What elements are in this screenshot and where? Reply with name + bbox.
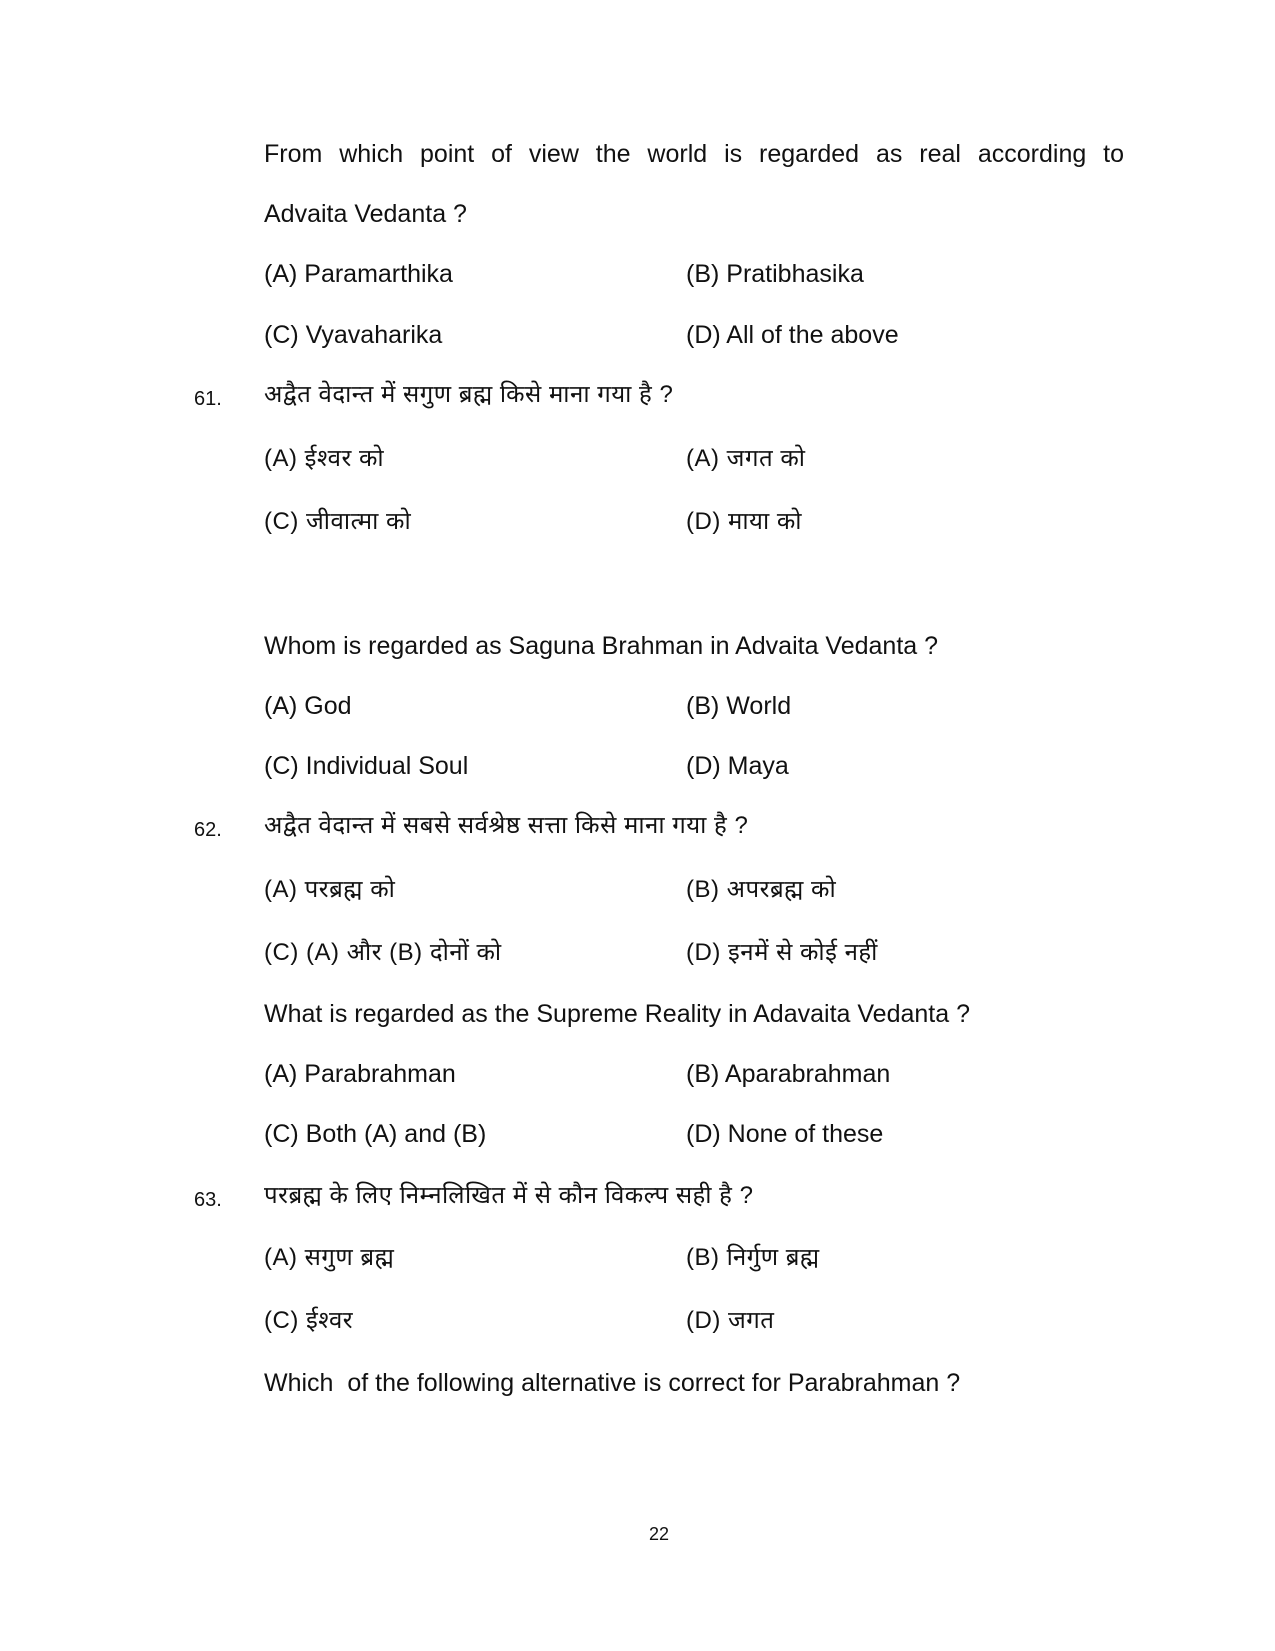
q63-hindi-question: परब्रह्म के लिए निम्नलिखित में से कौन विकल्प सही है ?	[264, 1182, 754, 1209]
q62-number: 62.	[194, 819, 222, 841]
q60-english-question-line-1: From which point of view the world is regarded as real according to	[264, 140, 1124, 168]
q60-english-option-c: (C) Vyavaharika	[264, 321, 443, 349]
q62-english-option-c: (C) Both (A) and (B)	[264, 1120, 487, 1148]
q63-english-question: Which of the following alternative is correct for Parabrahman ?	[264, 1369, 961, 1397]
q61-english-option-d: (D) Maya	[686, 752, 789, 780]
q61-english-option-c: (C) Individual Soul	[264, 752, 469, 780]
q63-hindi-option-b: (B) निर्गुण ब्रह्म	[686, 1244, 820, 1271]
q61-hindi-question: अद्वैत वेदान्त में सगुण ब्रह्म किसे माना गया है ?	[264, 381, 674, 408]
q61-hindi-option-d: (D) माया को	[686, 508, 803, 535]
q62-english-option-a: (A) Parabrahman	[264, 1060, 456, 1088]
q62-hindi-option-a: (A) परब्रह्म को	[264, 876, 396, 903]
q60-english-option-a: (A) Paramarthika	[264, 260, 453, 288]
q61-hindi-option-b: (A) जगत को	[686, 445, 806, 472]
q61-number: 61.	[194, 388, 222, 410]
q60-english-question-line-2: Advaita Vedanta ?	[264, 200, 467, 228]
q62-hindi-option-d: (D) इनमें से कोई नहीं	[686, 939, 878, 966]
q60-english-option-b: (B) Pratibhasika	[686, 260, 864, 288]
q63-hindi-option-d: (D) जगत	[686, 1307, 775, 1334]
q61-hindi-option-a: (A) ईश्वर को	[264, 445, 385, 472]
q61-english-option-a: (A) God	[264, 692, 352, 720]
q62-english-option-d: (D) None of these	[686, 1120, 884, 1148]
page-number: 22	[648, 1524, 670, 1544]
q61-english-option-b: (B) World	[686, 692, 792, 720]
q62-hindi-question: अद्वैत वेदान्त में सबसे सर्वश्रेष्ठ सत्ता किसे माना गया है ?	[264, 812, 749, 839]
q63-hindi-option-c: (C) ईश्वर	[264, 1307, 354, 1334]
q63-hindi-option-a: (A) सगुण ब्रह्म	[264, 1244, 395, 1271]
q62-hindi-option-b: (B) अपरब्रह्म को	[686, 876, 837, 903]
q60-english-option-d: (D) All of the above	[686, 321, 899, 349]
q61-english-question: Whom is regarded as Saguna Brahman in Advaita Vedanta ?	[264, 632, 939, 660]
q62-hindi-option-c: (C) (A) और (B) दोनों को	[264, 939, 502, 966]
q62-english-option-b: (B) Aparabrahman	[686, 1060, 891, 1088]
q61-hindi-option-c: (C) जीवात्मा को	[264, 508, 412, 535]
q62-english-question: What is regarded as the Supreme Reality in Adavaita Vedanta ?	[264, 1000, 970, 1028]
q63-number: 63.	[194, 1189, 222, 1211]
